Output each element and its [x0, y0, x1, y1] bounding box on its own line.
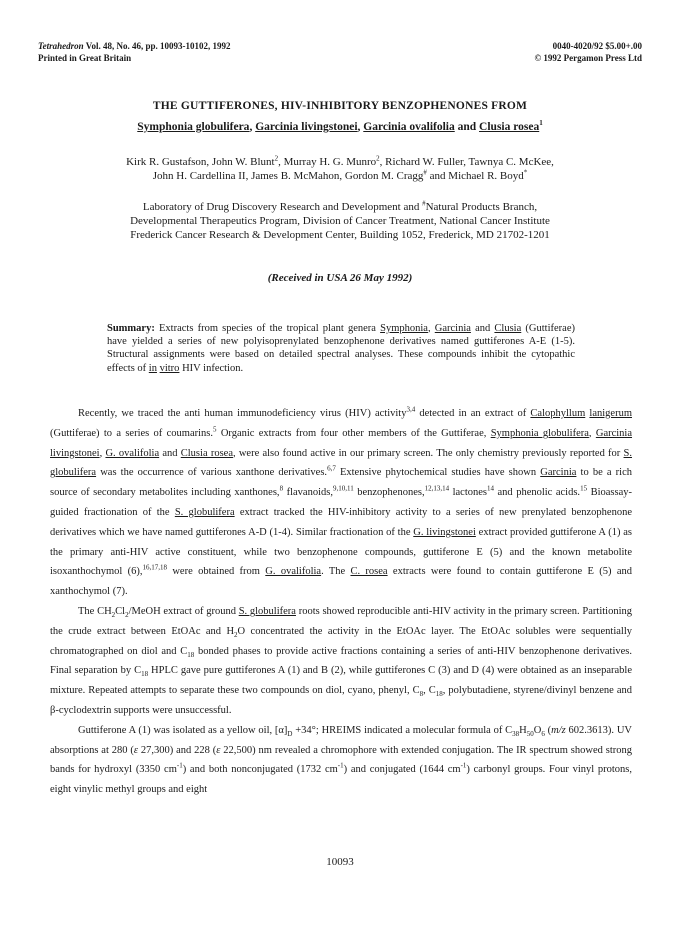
title-block — [60, 100, 620, 133]
author-list: Kirk R. Gustafson, John W. Blunt$^2$, Murray H. G. Munro$^2$, Richard W. Fuller, Tawnya C. McKee, John H. Cardellina II, James B. McMahon, Gordon M. Cragg# and Michael R. Boyd* — [126, 154, 554, 182]
summary-abstract: Summary: Extracts from species of the tropical plant genera Symphonia, Garcinia and Clusia (Guttiferae) have yielded a series of new polyisoprenylated benzophenone derivatives named guttiferones A-E (1-5). Structural assignments were based on detailed spectral analyses. These compounds inhibit the cytopathic effects of in vitro HIV infection. — [107, 323, 575, 374]
body-text — [50, 404, 632, 800]
issn-price: 0040-4020/92 $5.00+.00 — [552, 41, 642, 51]
journal-name: Tetrahedron — [38, 41, 84, 51]
paper-title: THE GUTTIFERONES, HIV-INHIBITORY BENZOPHENONES FROM — [152, 100, 528, 112]
copyright: © 1992 Pergamon Press Ltd — [534, 53, 642, 63]
paragraph-intro: Recently, we traced the anti human immunodeficiency virus (HIV) activity$^{3,4}$ detected in an extract of Calophyllum lanigerum (Guttiferae) to a series of coumarins.$^5$ Organic extracts from four other members of the Guttiferae, Symphonia globulifera, Garcinia livingstonei, G. ovalifolia and Clusia rosea, were also found active in our primary screen. The only chemistry previously reported for S. globulifera was the occurrence of various xanthone derivatives.$^{6,7}$ Extensive phytochemical studies have shown Garcinia to be a rich source of secondary metabolites including xanthones,$^8$ flavanoids,$^{9,10,11}$ benzophenones,$^{12,13,14}$ lactones$^{14}$ and phenolic acids.$^{15}$ Bioassay-guided fractionation of the S. globulifera extract tracked the HIV-inhibitory activity to a series of new prenylated benzophenone derivatives which we have named guttiferones A-D (1-4). Similar fractionation of the G. livingstonei extract provided guttiferone A (1) as the primary anti-HIV active constituent, while two benzophenone compounds, guttiferone E (5) and the known metabolite isoxanthochymol (6),$^{16,17,18}$ were obtained from G. ovalifolia. The C. rosea extracts were found to contain guttiferone E (5) and xanthochymol (7). — [50, 405, 633, 598]
summary-label: Summary: — [107, 323, 155, 334]
page-number: 10093 — [326, 856, 354, 868]
running-header-left — [38, 40, 230, 64]
paragraph-extraction: The $CH_2Cl_2$/MeOH extract of ground S. globulifera roots showed reproducible anti-HIV activity in the primary screen. Partitioning the crude extract between EtOAc and $H_2O$ concentrated the activity in the EtOAc layer. The EtOAc solubles were sequentially chromatographed on diol and $C_{18}$ bonded phases to provide active fractions containing a series of anti-HIV benzophenone derivatives. Final separation by $C_{18}$ HPLC gave pure guttiferones A (1) and B (2), while guttiferones C (3) and D (4) were obtained as an inseparable mixture. Repeated attempts to separate these two compounds on diol, cyano, phenyl, $C_8$, $C_{18}$, polybutadiene, styrene/divinyl benzene and β-cyclodextrin supports were unsuccessful. — [50, 605, 633, 716]
printed-note: Printed in Great Britain — [38, 53, 132, 63]
journal-citation: Tetrahedron Vol. 48, No. 46, pp. 10093-10102, 1992 — [38, 41, 231, 51]
paragraph-guttiferone-a: Guttiferone A (1) was isolated as a yellow oil, $[\alpha]_D +34^\circ$; HREIMS indicated a molecular formula of $C_{38}H_{50}O_6$ (m/z 602.3613). UV absorptions at 280 (ε 27,300) and 228 (ε 22,500) nm revealed a chromophore with extended conjugation. The IR spectrum showed strong bands for hydroxyl (3350 $cm^{-1}$) and both nonconjugated (1732 $cm^{-1}$) and conjugated (1644 $cm^{-1}$) carbonyl groups. Four vinyl protons, eight vinylic methyl groups and eight — [50, 724, 633, 796]
running-header-right — [534, 40, 642, 64]
affiliation: Laboratory of Drug Discovery Research and Development and #Natural Products Branch, Developmental Therapeutics Program, Division of Cancer Treatment, National Cancer Institute Frederick Cancer Research & Development Center, Building 1052, Frederick, MD 21702-1201 — [130, 199, 550, 241]
received-date: (Received in USA 26 May 1992) — [267, 272, 413, 284]
paper-subtitle: Symphonia globulifera, Garcinia livingstonei, Garcinia ovalifolia and Clusia rosea$^1$ — [137, 119, 543, 133]
